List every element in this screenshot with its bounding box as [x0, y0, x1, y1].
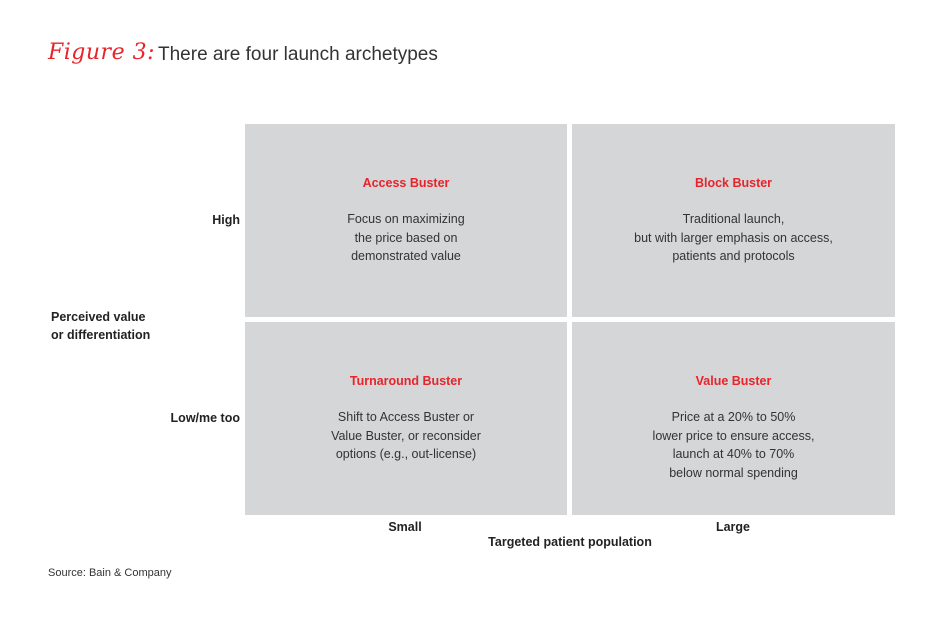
quadrant-description: Traditional launch, but with larger emphasis on access, patients and protocols [634, 212, 833, 263]
quadrant-heading: Access Buster [362, 176, 450, 190]
figure-label: Figure 3: [48, 40, 155, 65]
quadrant-value-buster [572, 322, 895, 515]
quadrant-turnaround-buster [245, 322, 567, 515]
figure-title: There are four launch archetypes [158, 44, 438, 65]
quadrant-heading: Value Buster [695, 374, 772, 388]
y-axis-high-label: High [212, 213, 240, 227]
quadrant-heading: Turnaround Buster [349, 374, 463, 388]
quadrant-description: Price at a 20% to 50% lower price to ensure access, launch at 40% to 70% below normal spending [652, 410, 815, 480]
quadrant-description: Focus on maximizing the price based on demonstrated value [347, 212, 465, 263]
y-axis-title: Perceived value or differentiation [51, 310, 151, 342]
quadrant-heading: Block Buster [694, 176, 773, 190]
x-axis-title: Targeted patient population [488, 535, 652, 549]
quadrant-description: Shift to Access Buster or Value Buster, or reconsider options (e.g., out-license) [331, 410, 481, 461]
x-axis-small-label: Small [388, 520, 422, 534]
y-axis-low-label: Low/me too [170, 411, 240, 425]
source-note: Source: Bain & Company [48, 567, 172, 579]
x-axis-large-label: Large [715, 520, 751, 534]
quadrant-access-buster [245, 124, 567, 317]
quadrant-block-buster [572, 124, 895, 317]
